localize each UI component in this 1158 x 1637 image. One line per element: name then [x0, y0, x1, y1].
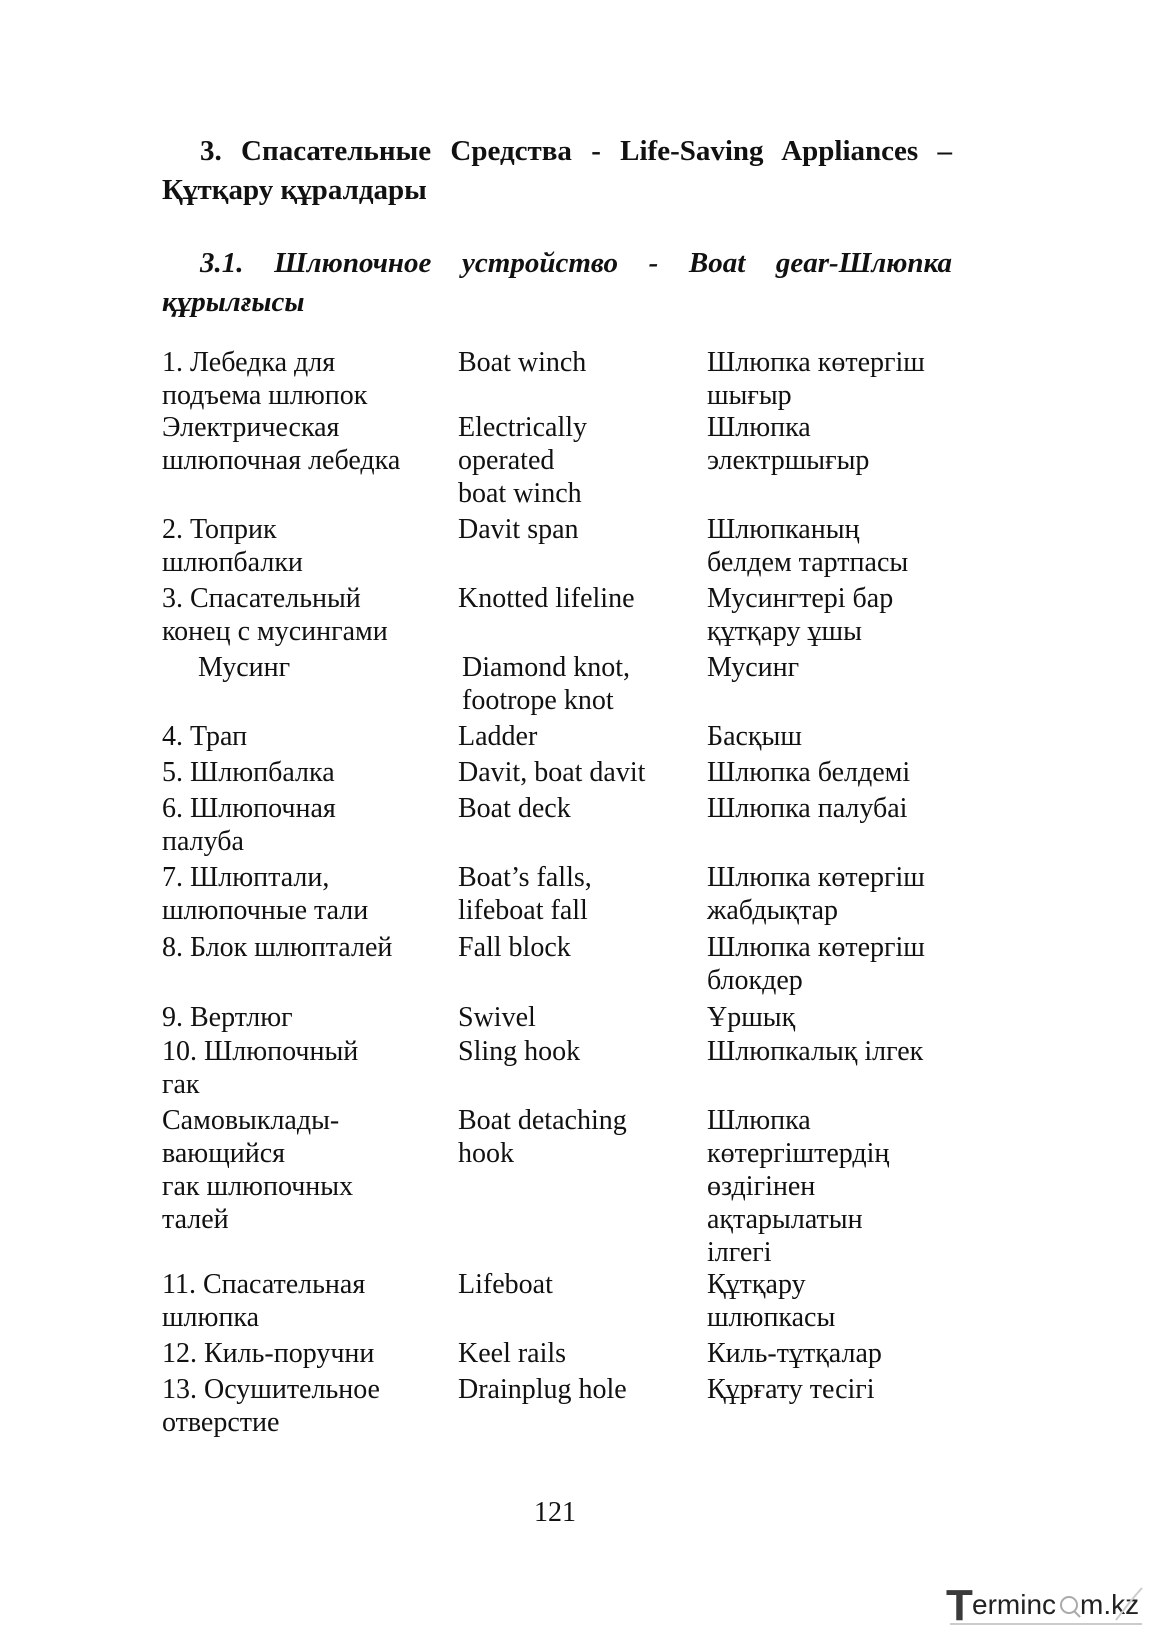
term-ru: 5. Шлюпбалка [162, 757, 335, 788]
term-kz: Мусингтері бар құтқару ұшы [707, 583, 894, 647]
term-kz: Мусинг [707, 652, 800, 683]
term-ru: 13. Осушительное отверстие [162, 1374, 380, 1438]
term-en: Fall block [458, 932, 571, 963]
term-en: Boat deck [458, 793, 571, 824]
term-ru: 1. Лебедка для подъема шлюпок [162, 347, 368, 411]
section-heading: 3. Спасательные Средства - Life-Saving Appliances – Құтқару құралдары [162, 135, 952, 206]
term-ru: Самовыклады- вающийся гак шлюпочных талей [162, 1105, 354, 1235]
term-en: Diamond knot, footrope knot [462, 652, 630, 716]
term-kz: Шлюпканың белдем тартпасы [707, 514, 909, 578]
term-en: Swivel [458, 1002, 536, 1033]
term-kz: Шлюпка палубаі [707, 793, 908, 824]
term-ru: 8. Блок шлюпталей [162, 932, 393, 963]
term-kz: Шлюпка көтергіштердің өздігінен ақтарылатын ілгегі [707, 1105, 890, 1268]
term-kz: Шлюпкалық ілгек [707, 1036, 924, 1067]
svg-text:m.kz: m.kz [1080, 1589, 1140, 1620]
term-ru: 6. Шлюпочная палуба [162, 793, 336, 857]
term-kz: Құтқару шлюпкасы [707, 1269, 836, 1333]
term-en: Davit span [458, 514, 579, 545]
term-en: Sling hook [458, 1036, 581, 1067]
term-kz: Басқыш [707, 721, 802, 752]
term-kz: Шлюпка көтергіш жабдықтар [707, 862, 925, 926]
term-kz: Ұршық [707, 1002, 796, 1033]
term-ru: 10. Шлюпочный гак [162, 1036, 359, 1100]
term-kz: Шлюпка белдемі [707, 757, 911, 788]
watermark-logo [946, 1580, 1146, 1628]
svg-text:T: T [946, 1581, 973, 1628]
term-kz: Шлюпка көтергіш блокдер [707, 932, 925, 996]
term-en: Lifeboat [458, 1269, 553, 1300]
svg-text:erminc: erminc [972, 1589, 1057, 1620]
term-en: Knotted lifeline [458, 583, 635, 614]
term-ru: Электрическая шлюпочная лебедка [162, 412, 401, 476]
term-en: Keel rails [458, 1338, 567, 1369]
term-ru: 9. Вертлюг [162, 1002, 293, 1033]
term-en: Davit, boat davit [458, 757, 646, 788]
term-ru: 3. Спасательный конец с мусингами [162, 583, 388, 647]
term-ru: 11. Спасательная шлюпка [162, 1269, 366, 1333]
term-kz: Шлюпка көтергіш шығыр [707, 347, 925, 411]
term-en: Ladder [458, 721, 538, 752]
term-ru: Мусинг [198, 652, 291, 683]
term-ru: 2. Топрик шлюпбалки [162, 514, 303, 578]
term-ru: 4. Трап [162, 721, 248, 752]
term-kz: Шлюпка электршығыр [707, 412, 870, 476]
term-en: Boat winch [458, 347, 587, 378]
watermark-logo-graphic [946, 1580, 1146, 1628]
term-kz: Құрғату тесігі [707, 1374, 875, 1405]
term-en: Boat detaching hook [458, 1105, 627, 1169]
term-ru: 12. Киль-поручни [162, 1338, 375, 1369]
term-kz: Киль-тұтқалар [707, 1338, 882, 1369]
term-en: Boat’s falls, lifeboat fall [458, 862, 592, 926]
term-en: Drainplug hole [458, 1374, 627, 1405]
term-ru: 7. Шлюптали, шлюпочные тали [162, 862, 369, 926]
page-number: 121 [534, 1497, 576, 1528]
subsection-heading: 3.1. Шлюпочное устройство - Boat gear-Шлюпка құрылғысы [162, 247, 952, 318]
term-en: Electrically operated boat winch [458, 412, 588, 509]
